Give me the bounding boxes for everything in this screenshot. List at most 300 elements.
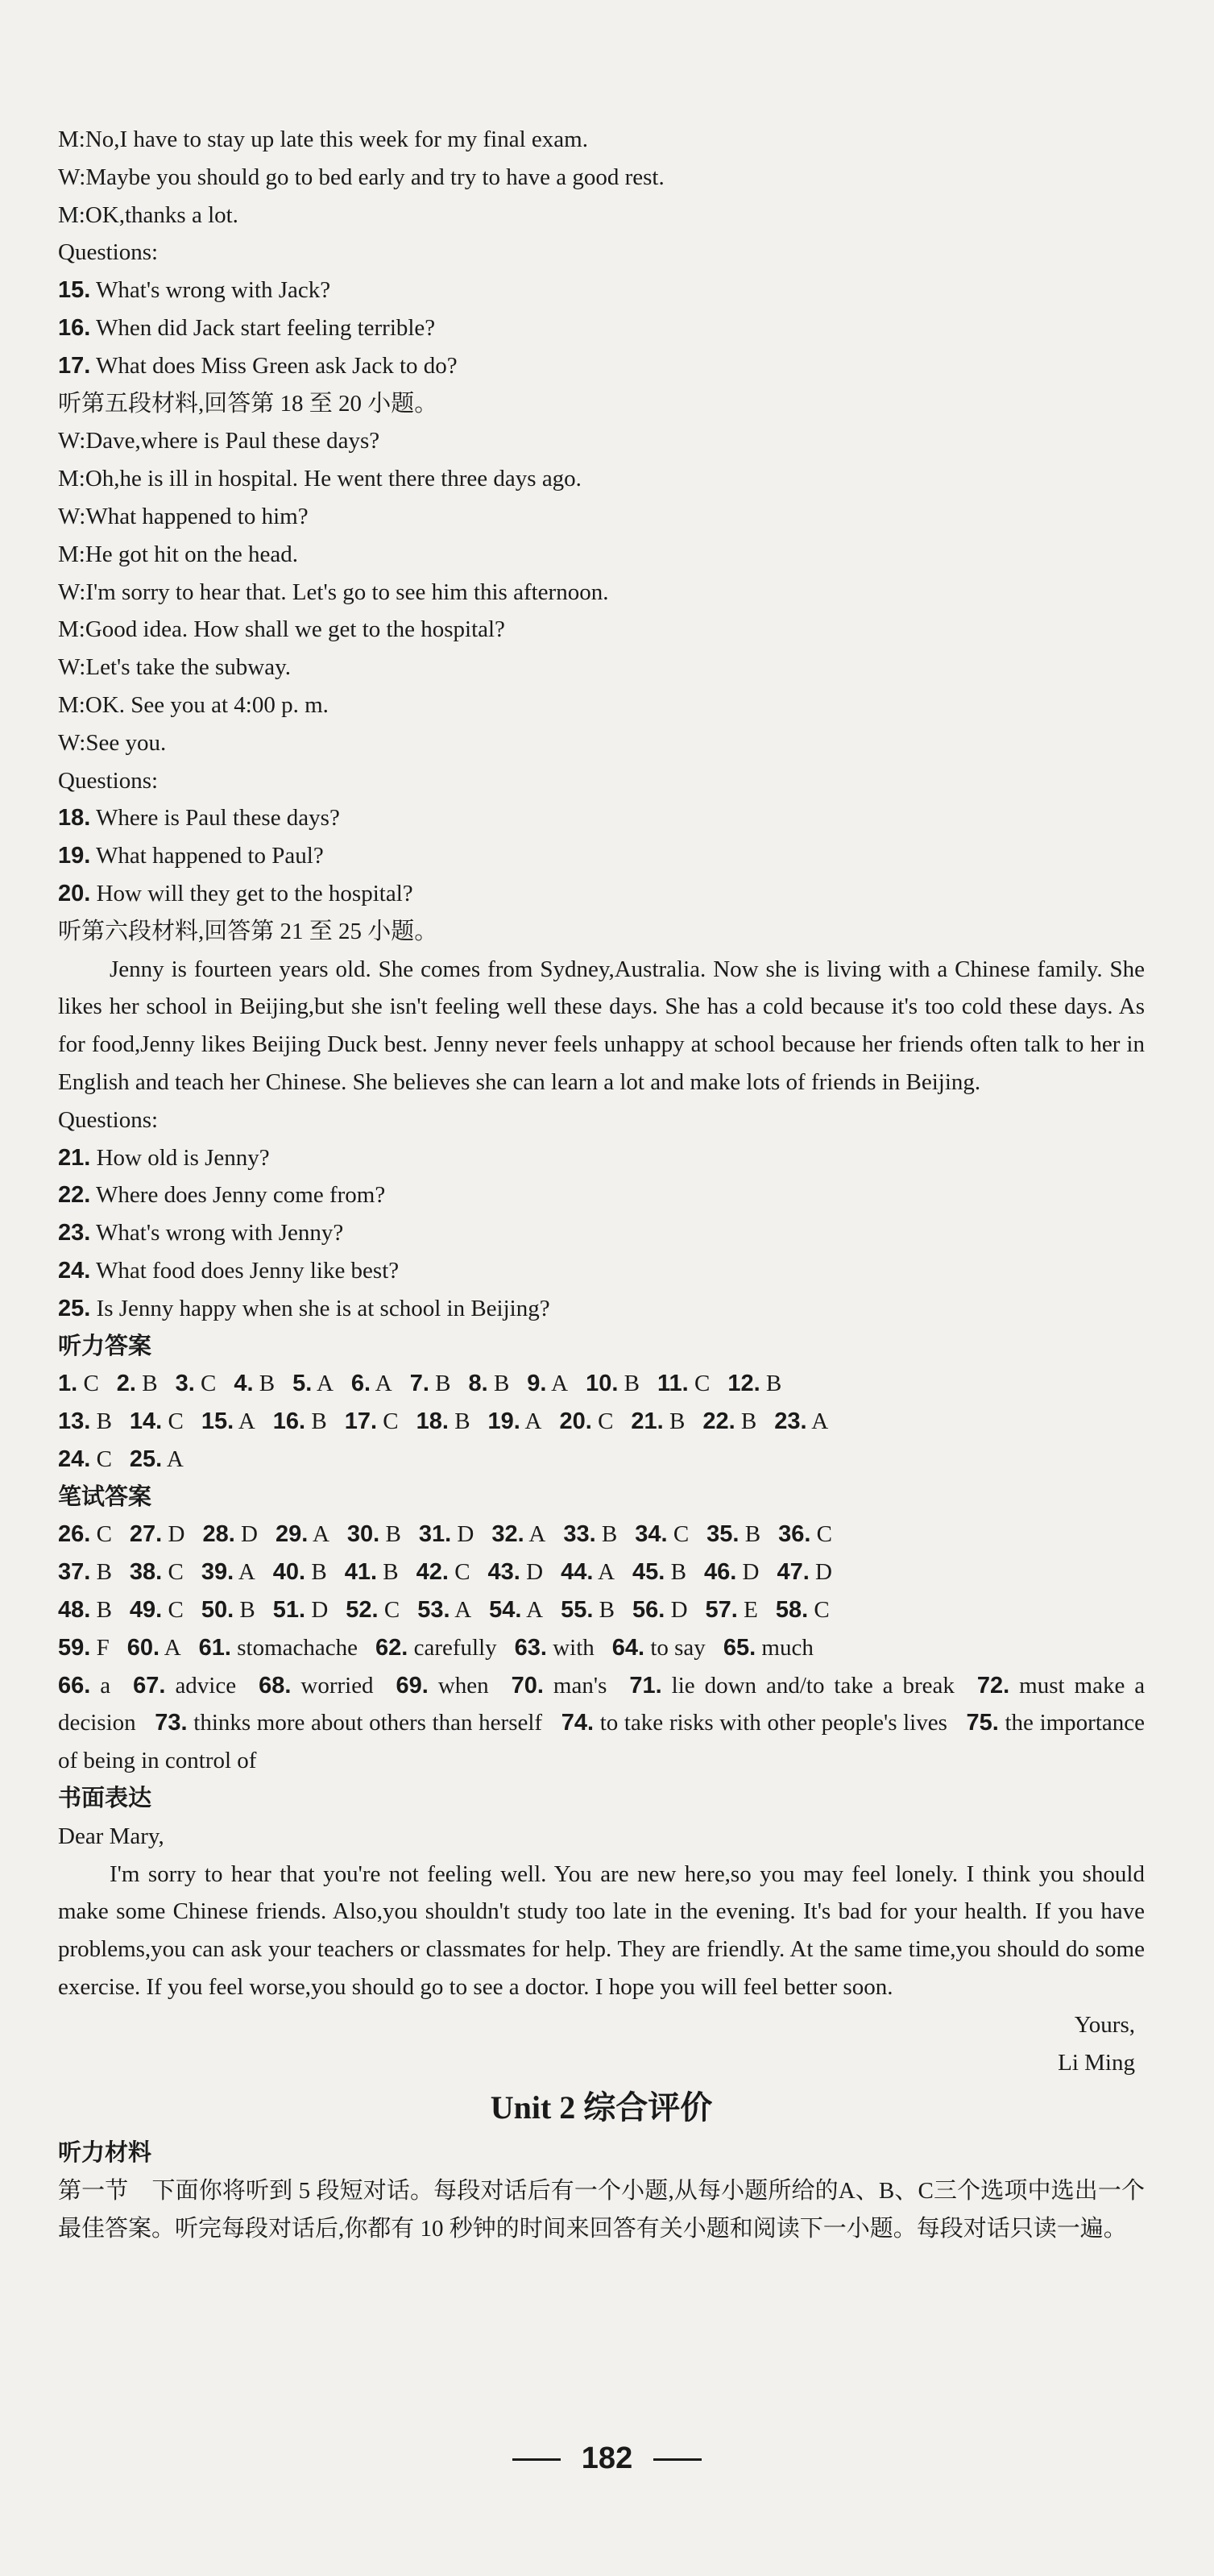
answer-number: 41. [344,1559,378,1586]
answer-value: A [312,1521,329,1548]
answer-number: 49. [129,1597,163,1624]
answer-value: B [311,1559,327,1586]
answer-number: 9. [527,1371,547,1397]
answer-number: 74. [561,1710,595,1736]
letter-closing: Yours, [1074,2011,1135,2038]
answer-value: lie down and/to take a break [671,1672,955,1699]
answer-item [563,1521,617,1547]
question-item [58,1252,1145,1290]
answer-item [130,1408,184,1434]
answer-value: A [811,1408,829,1435]
answer-item [396,1673,489,1699]
question-item [58,875,1145,913]
answer-item [586,1371,640,1396]
answer-value: A [238,1559,255,1586]
question-number: 19. [58,843,91,869]
dash-decoration [512,2458,561,2461]
answer-item [351,1371,392,1396]
dialog-line: W:See you. [58,729,167,756]
question-number: 25. [58,1295,91,1321]
answer-item [58,1408,112,1434]
answer-item [234,1371,275,1396]
dialog-line: W:I'm sorry to hear that. Let's go to see him this afternoon. [58,579,609,605]
answer-number: 73. [155,1710,188,1736]
answer-value: carefully [413,1634,497,1661]
answer-number: 12. [727,1371,760,1397]
answer-item [273,1559,327,1585]
answer-item [491,1521,545,1547]
answer-row [58,1403,1145,1441]
answer-item [561,1597,615,1623]
answer-number: 46. [703,1559,737,1586]
answer-item [130,1521,185,1547]
dialog-line: W:Dave,where is Paul these days? [58,428,380,454]
answer-item [632,1597,688,1623]
answer-value: C [168,1559,184,1586]
answer-number: 13. [58,1408,91,1435]
written-answers-heading: 笔试答案 [58,1483,152,1510]
answer-number: 20. [559,1408,592,1435]
answer-number: 31. [418,1521,452,1548]
question-number: 16. [58,314,91,341]
answer-item [58,1673,110,1699]
question-text: What food does Jenny like best? [90,1257,400,1284]
answer-value: D [311,1597,329,1624]
answer-number: 59. [58,1634,91,1661]
answer-number: 19. [487,1408,520,1435]
answer-number: 14. [129,1408,163,1435]
answer-item [488,1408,542,1434]
question-number: 18. [58,805,91,832]
question-number: 24. [58,1257,91,1284]
answer-number: 58. [775,1597,809,1624]
answer-value: B [96,1559,112,1586]
answer-number: 47. [777,1559,810,1586]
answer-value: C [96,1446,112,1472]
answer-value: with [553,1634,595,1661]
answer-value: A [524,1408,542,1435]
answer-value: B [624,1371,640,1397]
answer-item [58,1371,99,1396]
question-item [58,347,1145,385]
answer-value: A [551,1371,569,1397]
answer-item [130,1597,184,1623]
answer-item [127,1635,181,1661]
dialog-line: W:Maybe you should go to bed early and try to have a good rest. [58,164,665,190]
answer-number: 53. [417,1597,450,1624]
answer-number: 61. [198,1634,231,1661]
question-item [58,309,1145,347]
listening-answers [58,1365,1145,1478]
question-item [58,837,1145,875]
answer-value: C [83,1371,99,1397]
dialog-line: M:He got hit on the head. [58,541,299,567]
question-text: Where is Paul these days? [90,805,340,832]
answer-value: B [96,1597,112,1624]
question-text: What happened to Paul? [90,843,324,869]
answer-value: A [528,1521,546,1548]
answer-value: C [383,1408,399,1435]
answer-item [706,1597,758,1623]
answer-number: 50. [201,1597,234,1624]
answer-item [515,1635,595,1661]
answer-item [202,1521,258,1547]
answer-item [635,1521,689,1547]
answer-item [201,1408,255,1434]
answer-row [58,1553,1145,1591]
answer-value: B [669,1408,686,1435]
answer-number: 4. [234,1371,254,1397]
answer-number: 1. [58,1371,78,1397]
answer-value: C [814,1597,830,1624]
answer-value: C [816,1521,832,1548]
answer-row [58,1629,1145,1667]
answer-value: F [96,1634,110,1661]
answer-number: 43. [487,1559,520,1586]
answer-value: B [239,1597,255,1624]
answer-item [155,1710,542,1736]
unit-title: Unit 2 综合评价 [490,2089,713,2126]
dialog-line: W:Let's take the subway. [58,654,291,681]
answer-item [58,1521,112,1547]
question-text: What's wrong with Jack? [90,277,331,304]
answer-value: A [375,1371,392,1397]
letter-greeting: Dear Mary, [58,1823,164,1849]
answer-number: 72. [976,1672,1010,1699]
answer-value: B [744,1521,761,1548]
answer-value: B [311,1408,327,1435]
listening-answers-heading: 听力答案 [58,1333,152,1359]
answer-number: 29. [275,1521,309,1548]
writing-heading: 书面表达 [58,1786,152,1812]
answer-number: 36. [778,1521,811,1548]
answer-value: C [168,1597,184,1624]
answer-number: 75. [966,1710,999,1736]
answer-value: C [201,1371,217,1397]
answer-value: B [601,1521,618,1548]
answer-item [419,1521,474,1547]
question-text: How will they get to the hospital? [90,880,413,906]
answer-value: must make a decision [58,1672,1146,1736]
dialog-line: W:What happened to him? [58,503,309,529]
answer-value: A [164,1634,181,1661]
answer-value: E [744,1597,758,1624]
answer-item [375,1635,497,1661]
answer-item [657,1371,710,1396]
answer-item [199,1635,358,1661]
answer-number: 69. [396,1672,429,1699]
answer-number: 71. [629,1672,662,1699]
answer-value: C [168,1408,184,1435]
answer-number: 70. [511,1672,544,1699]
answer-item [723,1635,814,1661]
question-text: When did Jack start feeling terrible? [90,314,436,341]
dialog-part-2 [58,422,1145,799]
questions-c [58,1139,1145,1328]
answer-number: 56. [632,1597,665,1624]
section-6-heading: 听第六段材料,回答第 21 至 25 小题。 [58,918,438,944]
question-number: 23. [58,1220,91,1247]
questions-label: Questions: [58,1106,159,1133]
answer-value: A [454,1597,472,1624]
letter-signature: Li Ming [1058,2049,1135,2076]
answer-number: 7. [409,1371,429,1397]
answer-item [58,1559,112,1585]
answer-value: D [526,1559,544,1586]
answer-number: 67. [133,1672,166,1699]
question-number: 21. [58,1144,91,1171]
answer-value: B [454,1408,470,1435]
answer-number: 27. [129,1521,163,1548]
answer-value: A [166,1446,184,1472]
letter [58,1818,1145,2082]
answer-number: 44. [561,1559,594,1586]
answer-number: 38. [129,1559,163,1586]
answer-number: 10. [586,1371,619,1397]
answer-item [489,1597,543,1623]
answer-value: D [457,1521,474,1548]
answer-value: A [238,1408,255,1435]
answer-item [273,1597,329,1623]
answer-item [259,1673,373,1699]
answer-item [292,1371,334,1396]
questions-b [58,799,1145,912]
answer-number: 57. [705,1597,738,1624]
answer-number: 65. [723,1634,756,1661]
answer-value: much [761,1634,814,1661]
answer-number: 8. [468,1371,488,1397]
answer-number: 11. [657,1371,689,1397]
answer-number: 22. [702,1408,735,1435]
answer-number: 37. [58,1559,91,1586]
section-5-heading: 听第五段材料,回答第 18 至 20 小题。 [58,390,438,417]
answer-item [58,1635,110,1661]
answer-value: B [493,1371,510,1397]
answer-item [612,1635,706,1661]
answer-item [201,1559,255,1585]
answer-value: B [385,1521,401,1548]
answer-number: 23. [774,1408,807,1435]
question-text: What's wrong with Jenny? [90,1220,344,1247]
answer-value: B [765,1371,782,1397]
answer-item [276,1521,329,1547]
answer-item [417,1597,471,1623]
answer-number: 42. [416,1559,449,1586]
answer-number: 35. [706,1521,740,1548]
answer-item [117,1371,158,1396]
answer-number: 24. [58,1446,91,1472]
question-item [58,1139,1145,1177]
question-number: 20. [58,880,91,906]
answer-value: D [742,1559,760,1586]
answer-item [727,1371,781,1396]
dialog-line: M:No,I have to stay up late this week for my final exam. [58,127,588,152]
answer-value: A [316,1371,334,1397]
answer-value: D [241,1521,258,1548]
answer-number: 39. [201,1559,234,1586]
answer-value: D [670,1597,688,1624]
answer-item [488,1559,544,1585]
question-item [58,1214,1145,1252]
answer-number: 2. [116,1371,136,1397]
questions-a [58,272,1145,384]
answer-value: to take risks with other people's lives [599,1710,947,1736]
dialog-line: M:OK. See you at 4:00 p. m. [58,691,329,718]
dialog-line: M:Good idea. How shall we get to the hospital? [58,616,505,643]
answer-number: 62. [375,1634,408,1661]
answer-number: 3. [175,1371,195,1397]
answer-item [559,1408,613,1434]
answer-number: 32. [491,1521,524,1548]
answer-item [410,1371,451,1396]
answer-number: 28. [202,1521,235,1548]
answer-item [130,1446,184,1472]
dialog-line: M:Oh,he is ill in hospital. He went there three days ago. [58,466,582,492]
answer-value: C [96,1521,112,1548]
answer-value: to say [650,1634,706,1661]
page-number-text: 182 [581,2441,633,2475]
answer-item [774,1408,828,1434]
answer-value: C [694,1371,711,1397]
answer-number: 51. [272,1597,306,1624]
answer-row [58,1516,1145,1553]
answer-item [561,1710,947,1736]
answer-value: B [142,1371,158,1397]
answer-number: 45. [632,1559,665,1586]
answer-item [176,1371,217,1396]
answer-number: 48. [58,1597,91,1624]
answer-value: A [526,1597,544,1624]
answer-number: 55. [561,1597,594,1624]
answer-value: C [673,1521,690,1548]
question-text: Where does Jenny come from? [90,1182,386,1209]
answer-value: C [598,1408,614,1435]
answer-number: 5. [292,1371,313,1397]
answer-number: 68. [259,1672,292,1699]
answer-number: 60. [126,1634,160,1661]
answer-row [58,1441,1145,1479]
answer-item [416,1408,470,1434]
answer-row [58,1591,1145,1629]
answer-value: advice [175,1672,237,1699]
answer-number: 30. [346,1521,380,1548]
answer-item [702,1408,756,1434]
answer-value: man's [553,1672,607,1699]
answer-item [776,1597,830,1623]
answer-item [346,1597,400,1623]
answer-item [629,1673,955,1699]
question-text: What does Miss Green ask Jack to do? [90,352,458,379]
answer-item [469,1371,510,1396]
answer-item [777,1559,832,1585]
answer-item [133,1673,236,1699]
answer-value: C [454,1559,470,1586]
answer-item [527,1371,568,1396]
answer-number: 64. [611,1634,645,1661]
question-number: 15. [58,277,91,304]
answer-value: stomachache [237,1634,358,1661]
question-number: 17. [58,352,91,379]
answer-item [58,1446,112,1472]
answer-number: 17. [344,1408,378,1435]
answer-item [416,1559,470,1585]
answer-value: D [168,1521,185,1548]
listening-material-heading: 听力材料 [58,2140,152,2167]
question-item [58,1176,1145,1214]
questions-label: Questions: [58,239,159,266]
answer-value: a [100,1672,111,1699]
question-item [58,1290,1145,1328]
answer-item [704,1559,760,1585]
answer-item [201,1597,255,1623]
answer-number: 6. [350,1371,371,1397]
questions-label: Questions: [58,767,159,794]
answer-item [130,1559,184,1585]
section-1-intro: 第一节 下面你将听到 5 段短对话。每段对话后有一个小题,从每小题所给的A、B、C三个选项中选出一个最佳答案。听完每段对话后,你都有 10 秒钟的时间来回答有关小题和阅读下一小题。每段对话只读一遍。 [58,2178,1145,2242]
answer-number: 54. [489,1597,522,1624]
answer-item [631,1408,685,1434]
answer-row [58,1365,1145,1403]
answer-number: 66. [58,1672,91,1699]
answer-value: B [435,1371,451,1397]
question-text: How old is Jenny? [90,1144,270,1171]
answer-value: the importance of being in control of [58,1710,1146,1774]
dash-decoration [653,2458,702,2461]
dialog-part-1 [58,121,1145,272]
answer-item [58,1597,112,1623]
answer-value: B [670,1559,686,1586]
answer-number: 40. [272,1559,306,1586]
question-item [58,272,1145,309]
answer-item [345,1559,399,1585]
answer-item [706,1521,760,1547]
answer-value: B [599,1597,615,1624]
answer-item [347,1521,401,1547]
answer-value: B [383,1559,399,1586]
answer-number: 15. [201,1408,234,1435]
written-answers [58,1516,1145,1666]
question-number: 22. [58,1182,91,1209]
answer-value: thinks more about others than herself [193,1710,543,1736]
answer-item [632,1559,686,1585]
answer-item [778,1521,832,1547]
answer-value: A [598,1559,615,1586]
answer-number: 33. [563,1521,596,1548]
answer-number: 16. [272,1408,306,1435]
answer-number: 21. [631,1408,664,1435]
answer-number: 26. [58,1521,91,1548]
answer-number: 25. [129,1446,163,1472]
answer-value: D [815,1559,832,1586]
letter-body: I'm sorry to hear that you're not feeling well. You are new here,so you may feel lonely. I think you should make some Chinese friends. Also,you shouldn't study too late in the evening. It's bad for your health. If you have problems,you can ask your teachers or classmates for help. They are friendly. At the same time,you should do some exercise. If you feel worse,you should go to see a doctor. I hope you will feel better soon. [58,1860,1145,2001]
question-text: Is Jenny happy when she is at school in Beijing? [90,1295,550,1321]
answer-number: 52. [346,1597,379,1624]
answer-value: B [740,1408,757,1435]
answer-item [345,1408,399,1434]
question-item [58,799,1145,837]
answer-value: C [383,1597,400,1624]
answer-item [512,1673,607,1699]
answer-item [273,1408,327,1434]
jenny-paragraph: Jenny is fourteen years old. She comes from Sydney,Australia. Now she is living with a Chinese family. She likes her school in Beijing,but she isn't feeling well these days. She has a cold because it's too cold these days. As for food,Jenny likes Beijing Duck best. Jenny never feels unhappy at school because her friends often talk to her in English and teach her Chinese. She believes she can learn a lot and make lots of friends in Beijing. [58,956,1145,1095]
written-answers-wrap [58,1667,1145,1780]
answer-item [561,1559,615,1585]
answer-number: 18. [416,1408,449,1435]
answer-number: 34. [635,1521,668,1548]
page-number [0,2441,1214,2476]
answer-number: 63. [514,1634,547,1661]
dialog-line: M:OK,thanks a lot. [58,201,238,228]
